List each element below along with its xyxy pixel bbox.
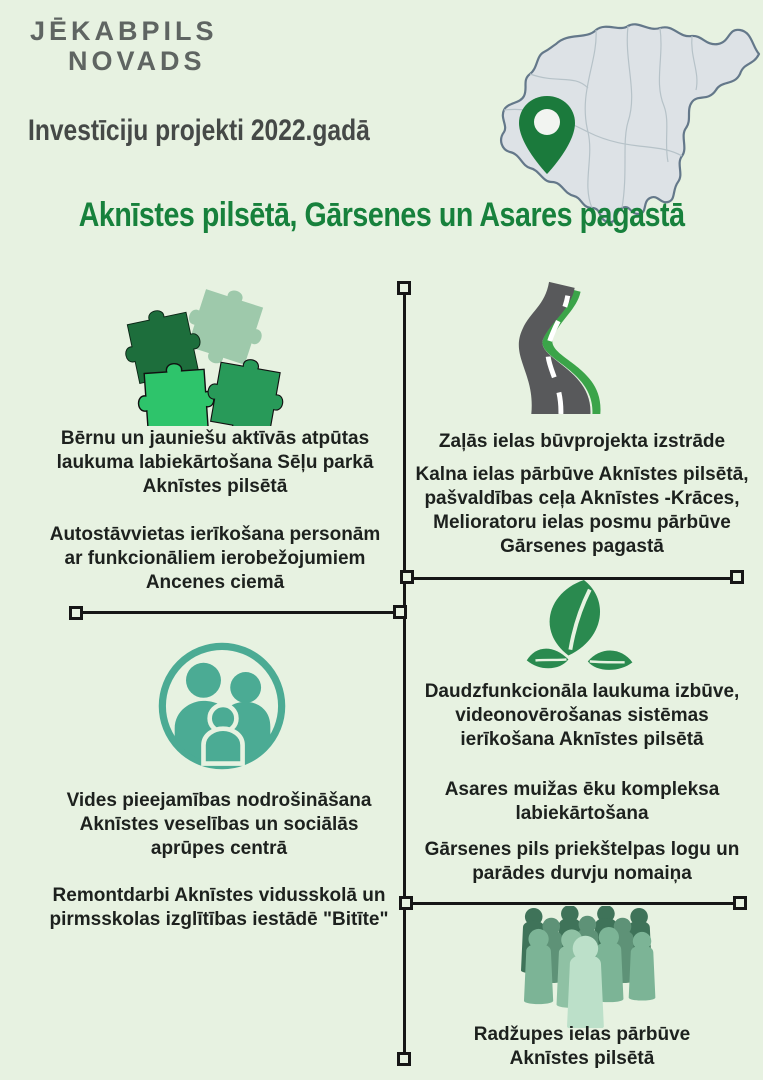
timeline-node-rightbottom-start — [399, 896, 413, 910]
puzzle-pieces-icon — [112, 276, 317, 426]
timeline-node-righttop-start — [400, 570, 414, 584]
location-pin-hole — [534, 109, 560, 135]
project-garsenes-castle: Gārsenes pils priekštelpas logu un parādes durvju nomaiņa — [424, 839, 740, 884]
timeline-node-rightbottom-end — [733, 896, 747, 910]
municipality-logo — [30, 16, 218, 76]
timeline-vertical-line — [403, 288, 406, 1054]
leaves-icon — [523, 578, 641, 673]
timeline-node-righttop-end — [730, 570, 744, 584]
timeline-connector-right-bottom — [405, 902, 738, 905]
project-parking: Autostāvvietas ierīkošana personām ar funkcionāliem ierobežojumiem Ancenes ciemā — [49, 524, 381, 593]
logo-line-1: JĒKABPILS — [30, 16, 218, 46]
poster-subtitle: Investīciju projekti 2022.gadā — [28, 114, 370, 147]
project-asares-manor: Asares muižas ēku kompleksa labiekārtošana — [444, 779, 720, 824]
timeline-node-left-end — [69, 606, 83, 620]
project-school-repairs: Remontdarbi Aknīstes vidusskolā un pirmsskolas izglītības iestādē "Bitīte" — [49, 885, 389, 930]
timeline-node-bottom — [397, 1052, 411, 1066]
family-care-circle-icon — [150, 634, 294, 778]
project-multifunctional-square: Daudzfunkcionāla laukuma izbūve, videonovērošanas sistēmas ierīkošana Aknīstes pilsētā — [424, 681, 740, 750]
project-kalna-street: Kalna ielas pārbūve Aknīstes pilsētā, pašvaldības ceļa Aknīstes -Krāces, Melioratoru ielas posmu pārbūve Gārsenes pagastā — [415, 464, 749, 557]
winding-road-icon — [485, 276, 620, 414]
people-crowd-icon — [495, 906, 670, 1028]
timeline-node-left-junction — [393, 605, 407, 619]
page-title: Aknīstes pilsētā, Gārsenes un Asares pagastā — [78, 196, 685, 234]
timeline-connector-left — [76, 611, 405, 614]
project-radzupes-street: Radžupes ielas pārbūve Aknīstes pilsētā — [473, 1024, 691, 1069]
project-children-playground: Bērnu un jauniešu aktīvās atpūtas laukuma labiekārtošana Sēļu parkā Aknīstes pilsētā — [56, 428, 374, 497]
logo-line-2: NOVADS — [68, 46, 206, 77]
project-accessibility: Vides pieejamības nodrošināšana Aknīstes veselības un sociālās aprūpes centrā — [66, 790, 372, 859]
timeline-node-top — [397, 281, 411, 295]
project-zalas-street: Zaļās ielas būvprojekta izstrāde — [438, 431, 726, 452]
